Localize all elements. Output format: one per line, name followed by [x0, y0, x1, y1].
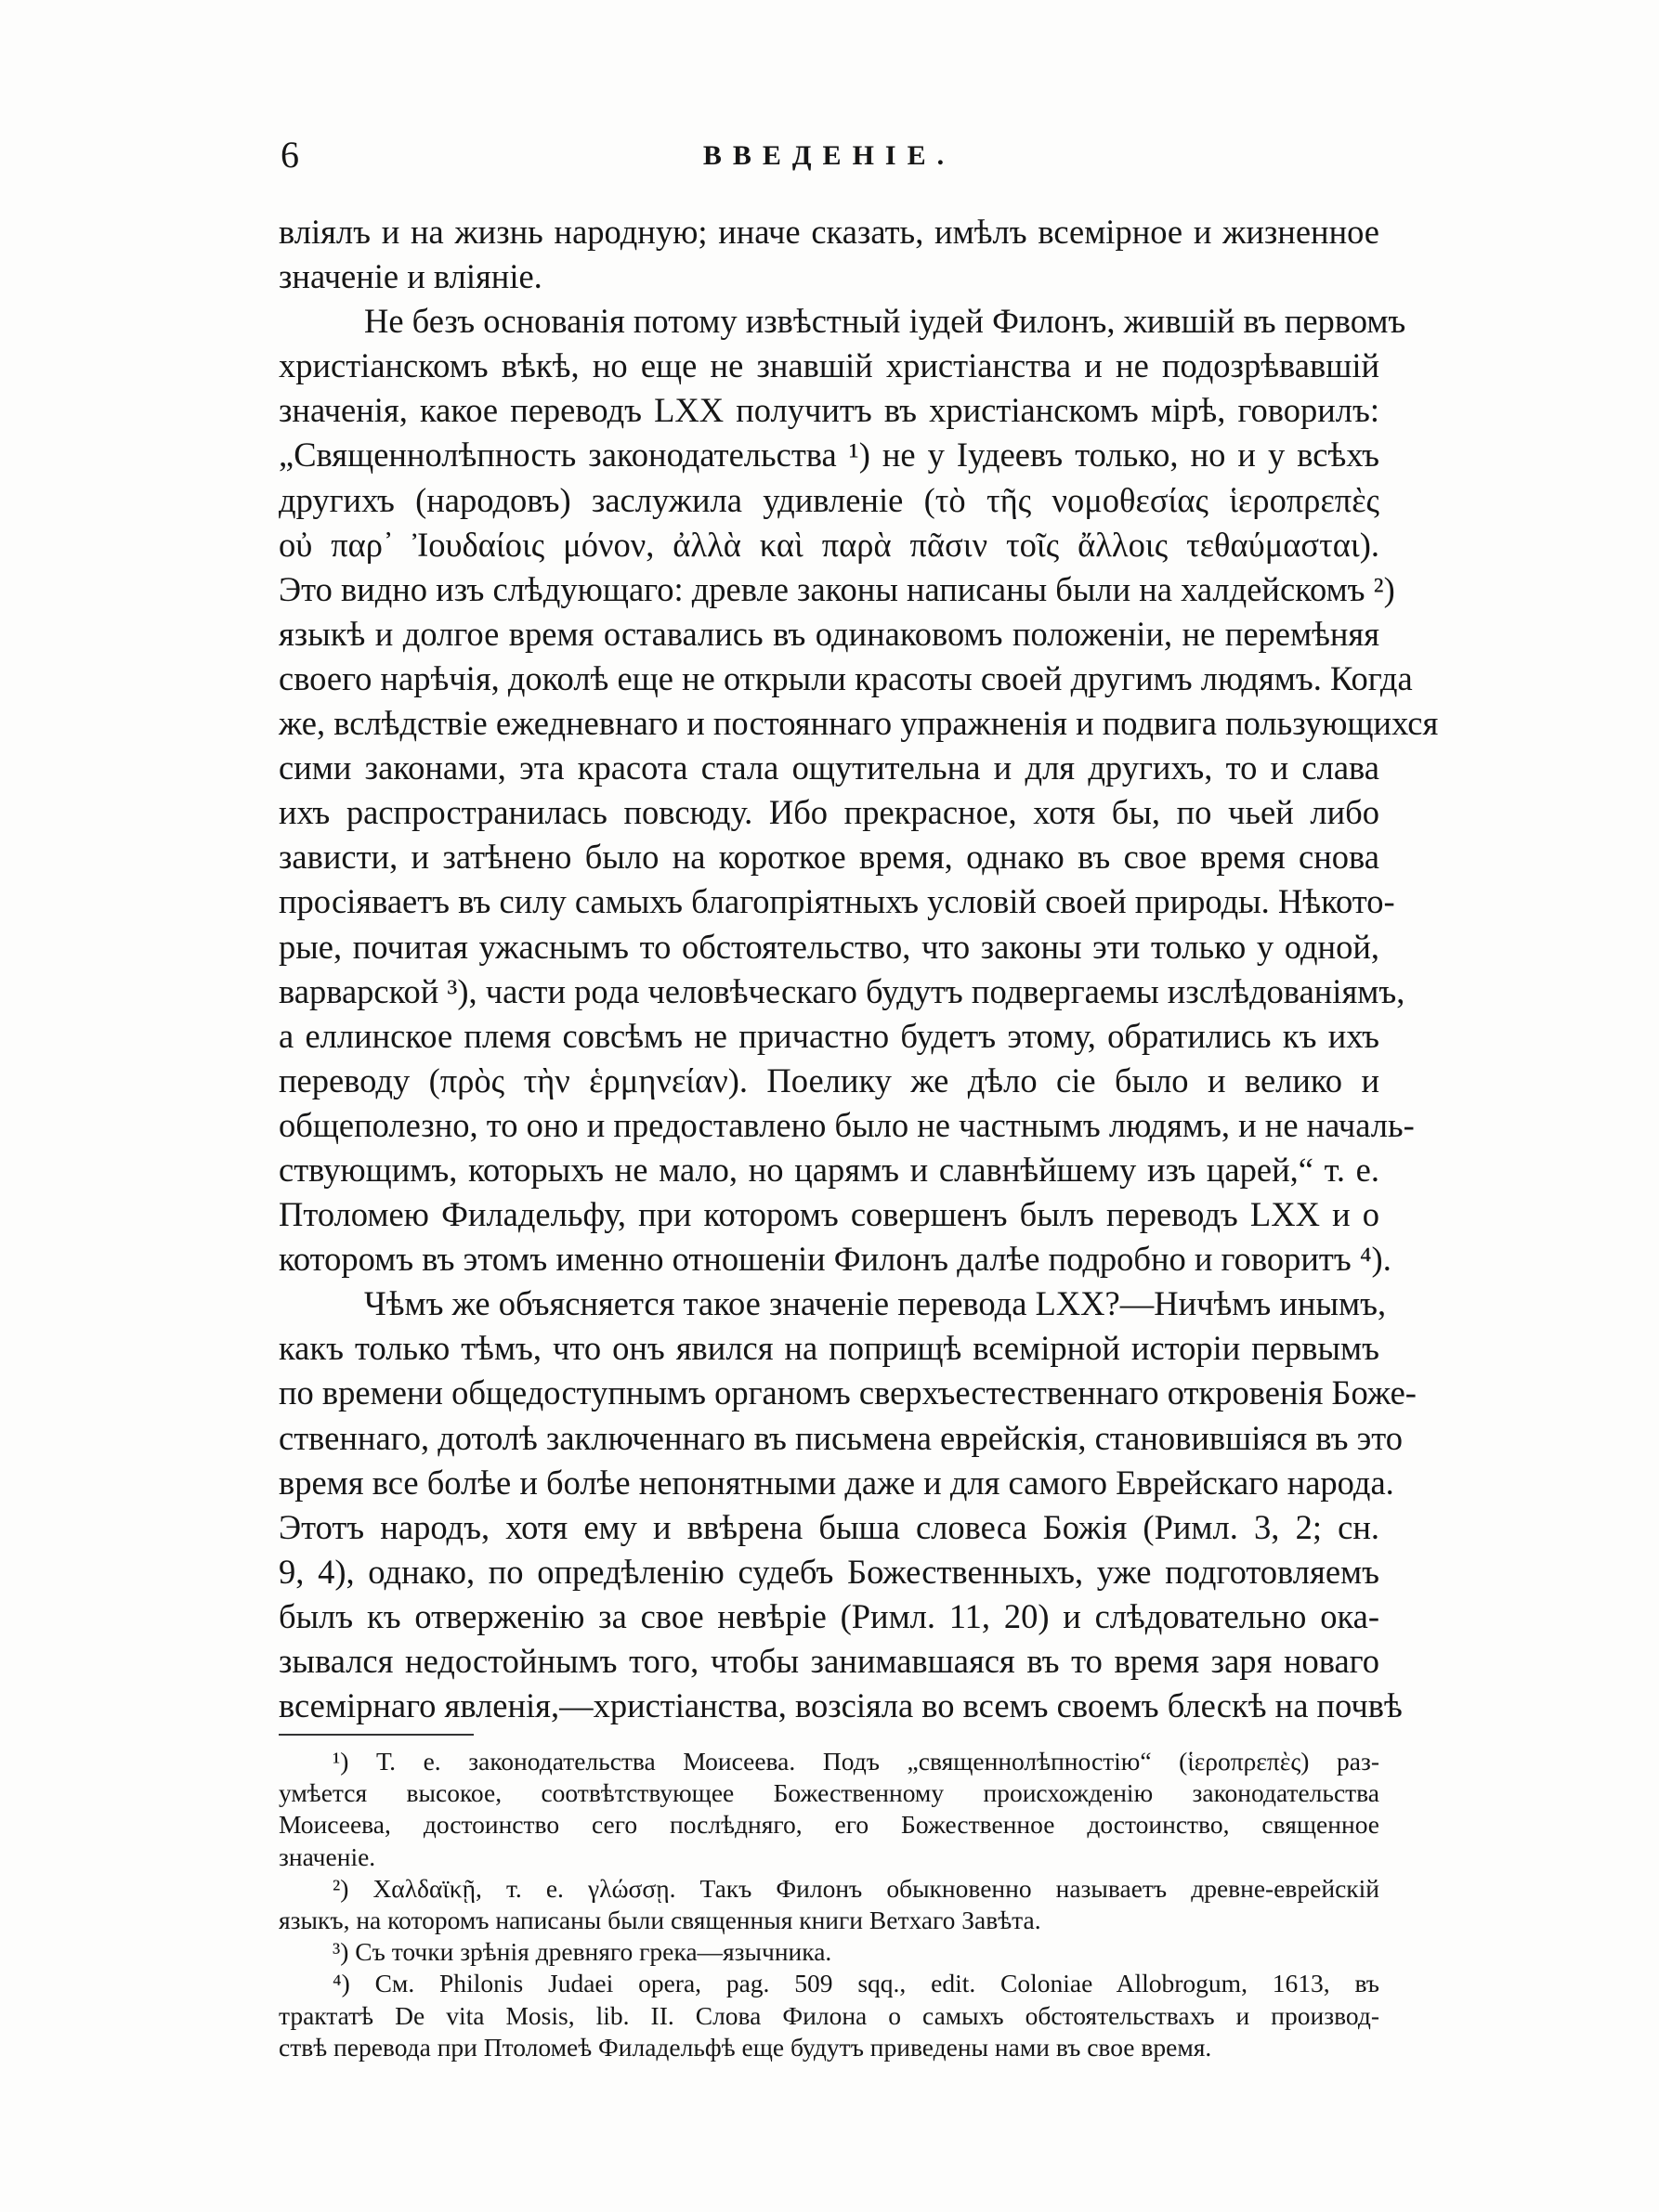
text-line: Птоломею Филадельфу, при которомъ совершенъ былъ переводъ LXX и о: [279, 1195, 1379, 1234]
page-header: [279, 132, 1379, 188]
footnote-line: языкъ, на которомъ написаны были священныя книги Ветхаго Завѣта.: [279, 1905, 1041, 1934]
running-head: ВВЕДЕНІЕ.: [702, 140, 956, 171]
text-line: по времени общедоступнымъ органомъ сверхъестественнаго откровенія Боже-: [279, 1373, 1417, 1412]
text-line: 9, 4), однако, по опредѣленію судебъ Божественныхъ, уже подготовляемъ: [279, 1552, 1379, 1591]
footnote-line: трактатѣ De vita Mosis, lib. II. Слова Филона о самыхъ обстоятельствахъ и производ-: [279, 2000, 1379, 2030]
text-line: которомъ въ этомъ именно отношеніи Филонъ далѣе подробно и говоритъ ⁴).: [279, 1240, 1391, 1279]
text-line: переводу (πρὸς τὴν ἑρμηνείαν). Поелику же дѣло сіе было и велико и: [279, 1060, 1379, 1099]
text-line: Чѣмъ же объясняется такое значеніе перевода LXX?—Ничѣмъ инымъ,: [364, 1284, 1387, 1323]
text-line: просіяваетъ въ силу самыхъ благопріятныхъ условій своей природы. Нѣкото-: [279, 882, 1395, 921]
footnote-line: ⁴) См. Philonis Judaei opera, pag. 509 sqq., edit. Coloniae Allobrogum, 1613, въ: [333, 1969, 1379, 1998]
text-line: какъ только тѣмъ, что онъ явился на поприщѣ всемірной исторіи первымъ: [279, 1329, 1379, 1368]
text-line: οὐ παρ᾽ Ἰουδαίοις μόνον, ἀλλὰ καὶ παρὰ πᾶσιν τοῖς ἄλλοις τεθαύμασται).: [279, 525, 1379, 564]
text-line: зависти, и затѣнено было на короткое время, однако въ свое время снова: [279, 838, 1379, 877]
main-text: [279, 210, 1439, 1728]
text-line: „Священнолѣпность законодательства ¹) не у Іудеевъ только, но и у всѣхъ: [279, 436, 1379, 475]
footnotes: [279, 1746, 1379, 2063]
text-line: значеніе и вліяніе.: [279, 257, 542, 296]
text-line: своего нарѣчія, доколѣ еще не открыли красоты своей другимъ людямъ. Когда: [279, 658, 1413, 697]
text-line: рые, почитая ужаснымъ то обстоятельство, что законы эти только у одной,: [279, 927, 1379, 966]
text-line: Это видно изъ слѣдующаго: древле законы написаны были на халдейскомъ ²): [279, 569, 1395, 608]
text-line: вліялъ и на жизнь народную; иначе сказать, имѣлъ всемірное и жизненное: [279, 213, 1379, 251]
footnote-line: Моисеева, достоинство сего послѣдняго, его Божественное достоинство, священное: [279, 1810, 1379, 1840]
footnote-line: ²) Χαλδαϊκῇ, т. е. γλώσσῃ. Такъ Филонъ обыкновенно называетъ древне-еврейскій: [333, 1873, 1379, 1903]
footnote-separator: [279, 1734, 474, 1736]
text-line: другихъ (народовъ) заслужила удивленіе (τὸ τῆς νομοθεσίας ἱεροπρεπὲς: [279, 480, 1379, 519]
text-line: варварской ³), части рода человѣческаго будутъ подвергаемы изслѣдованіямъ,: [279, 971, 1405, 1010]
footnote-line: значеніе.: [279, 1841, 376, 1871]
text-line: Не безъ основанія потому извѣстный іудей Филонъ, жившій въ первомъ: [364, 302, 1406, 341]
text-line: ственнаго, дотолѣ заключеннаго въ письмена еврейскія, становившіяся въ это: [279, 1418, 1404, 1457]
text-line: всемірнаго явленія,—христіанства, возсіяла во всемъ своемъ блескѣ на почвѣ: [279, 1686, 1403, 1725]
text-line: ствующимъ, которыхъ не мало, но царямъ и славнѣйшему изъ царей,“ т. е.: [279, 1150, 1379, 1189]
page-number: 6: [281, 134, 299, 176]
text-line: значенія, какое переводъ LXX получитъ въ христіанскомъ мірѣ, говорилъ:: [279, 391, 1379, 430]
text-line: языкѣ и долгое время оставались въ одинаковомъ положеніи, не перемѣняя: [279, 614, 1379, 653]
text-line: ихъ распространилась повсюду. Ибо прекрасное, хотя бы, по чьей либо: [279, 793, 1379, 832]
footnote-line: ³) Съ точки зрѣнія древняго грека—язычника.: [333, 1937, 832, 1967]
text-line: время все болѣе и болѣе непонятными даже и для самого Еврейскаго народа.: [279, 1463, 1394, 1502]
text-line: сими законами, эта красота стала ощутительна и для другихъ, то и слава: [279, 748, 1379, 787]
footnote-line: ¹) Т. е. законодательства Моисеева. Подъ „священнолѣпностію“ (ἱεροπρεπὲς) раз-: [333, 1747, 1379, 1776]
text-line: былъ къ отверженію за свое невѣріе (Римл. 11, 20) и слѣдовательно ока-: [279, 1596, 1379, 1635]
text-line: а еллинское племя совсѣмъ не причастно будетъ этому, обратились къ ихъ: [279, 1016, 1379, 1055]
text-line: Этотъ народъ, хотя ему и ввѣрена быша словеса Божія (Римл. 3, 2; сн.: [279, 1507, 1379, 1546]
text-line: христіанскомъ вѣкѣ, но еще не знавшій христіанства и не подозрѣвавшій: [279, 346, 1379, 385]
footnote-line: ствѣ перевода при Птоломеѣ Филадельфѣ еще будутъ приведены нами въ свое время.: [279, 2032, 1212, 2062]
footnote-line: умѣется высокое, соотвѣтствующее Божественному происхожденію законодательства: [279, 1778, 1379, 1808]
text-line: общеполезно, то оно и предоставлено было не частнымъ людямъ, и не началь-: [279, 1105, 1415, 1144]
text-line: зывался недостойнымъ того, чтобы занимавшаяся въ то время заря новаго: [279, 1642, 1379, 1680]
text-line: же, вслѣдствіе ежедневнаго и постояннаго упражненія и подвига пользующихся: [279, 704, 1439, 743]
